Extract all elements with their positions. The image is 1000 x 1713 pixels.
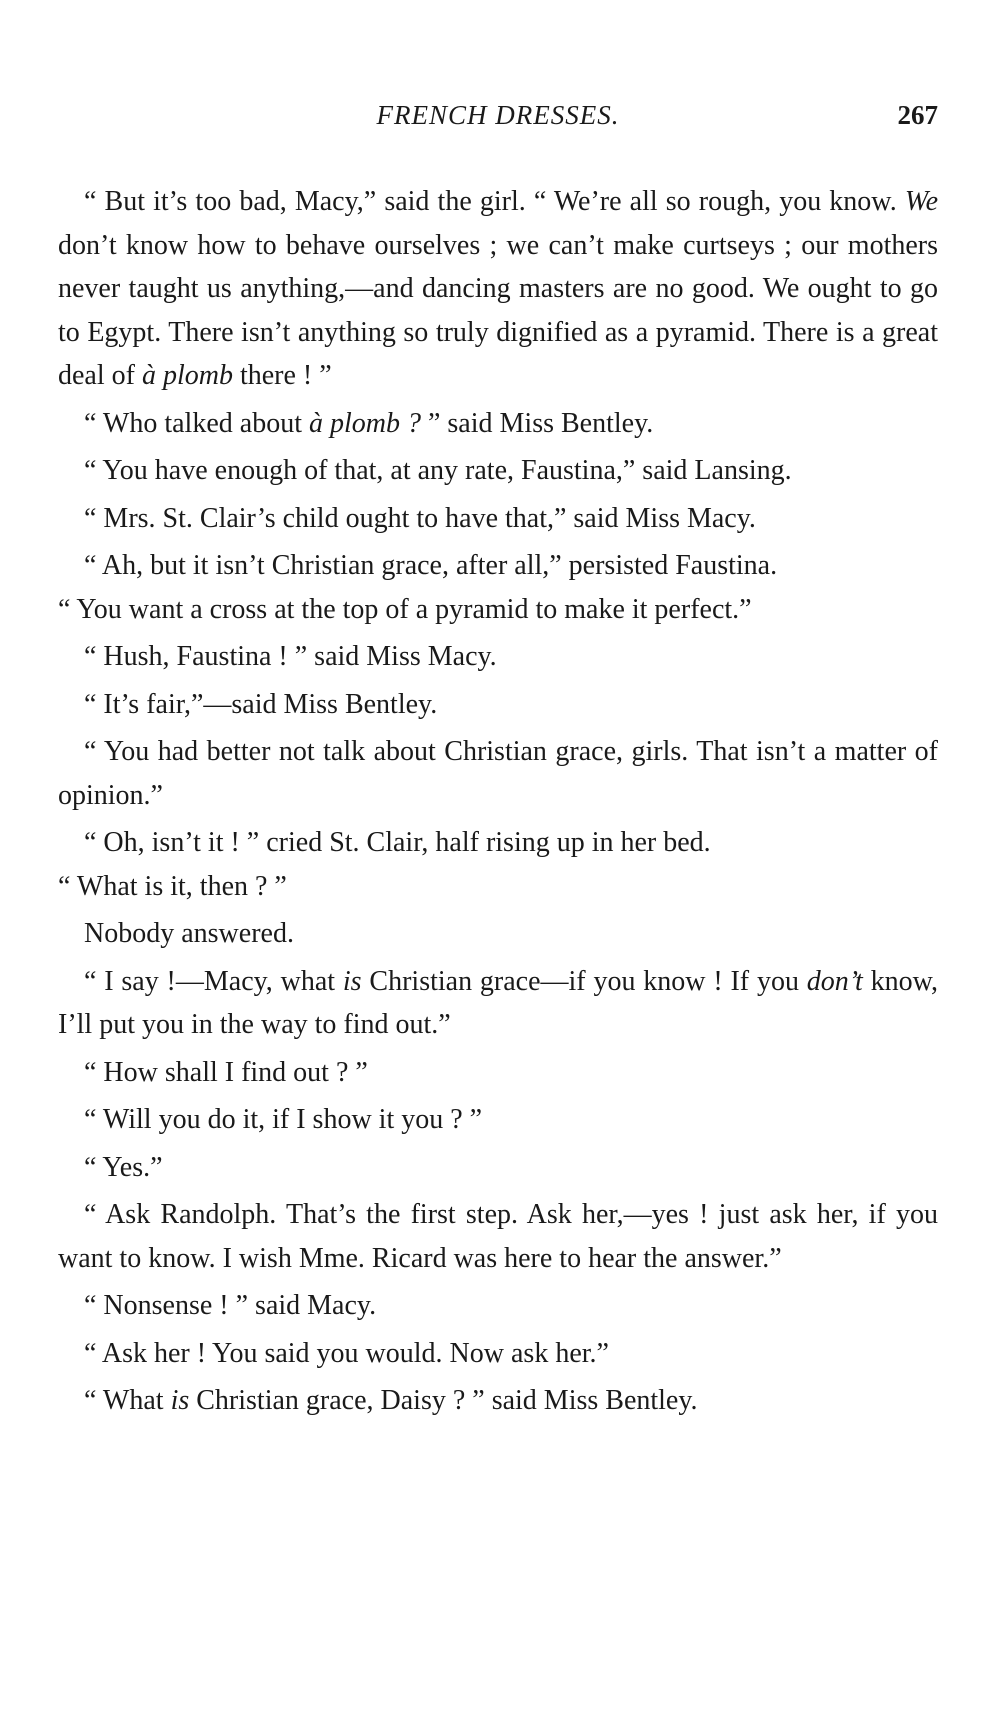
paragraph: “ Ah, but it isn’t Christian grace, after all,” persisted Faustina. <box>84 550 778 581</box>
emphasis: à plomb <box>141 360 233 391</box>
book-page <box>58 0 938 1713</box>
page-header <box>58 100 938 140</box>
paragraph <box>58 402 938 446</box>
text-run: “ But it’s too bad, Macy,” said the girl. “ We’re all so rough, you know. <box>84 186 905 217</box>
emphasis: is <box>342 965 362 997</box>
paragraph: “ What is it, then ? ” <box>58 870 287 902</box>
paragraph: “ Ask Randolph. That’s the first step. Ask her,—yes ! just ask her, if you want to know. I wish Mme. Ricard was here to hear the answer.” <box>58 1199 938 1274</box>
text-run: “ What <box>84 1385 171 1416</box>
text-run: ” said Miss Bentley. <box>420 407 654 439</box>
emphasis: don’t <box>806 965 863 997</box>
emphasis: is <box>170 1385 190 1416</box>
paragraph: “ You have enough of that, at any rate, Faustina,” said Lansing. <box>84 455 792 486</box>
running-title: FRENCH DRESSES. <box>376 100 620 130</box>
paragraph: “ It’s fair,”—said Miss Bentley. <box>84 688 438 720</box>
paragraph: “ Will you do it, if I show it you ? ” <box>84 1104 483 1135</box>
paragraph: “ You want a cross at the top of a pyramid to make it perfect.” <box>58 593 752 625</box>
paragraph: “ Nonsense ! ” said Macy. <box>84 1290 377 1321</box>
paragraph: “ Hush, Faustina ! ” said Miss Macy. <box>84 641 497 672</box>
body-text <box>58 180 938 1427</box>
text-run: don’t know how to behave ourselves ; we can’t make curtseys ; our mothers never taught us anything,—and dancing masters are no good. We ought to go to Egypt. There isn’t anything so truly dignified as a pyramid. There is a great deal of <box>58 229 938 391</box>
text-run: “ I say !—Macy, what <box>84 965 343 997</box>
text-run: know, I’ll put you in the way to find out.” <box>58 965 939 1040</box>
paragraph <box>58 960 938 1047</box>
emphasis: à plomb ? <box>308 407 421 439</box>
text-run: there ! ” <box>232 360 332 391</box>
paragraph: Nobody answered. <box>84 918 294 949</box>
emphasis: We <box>904 186 938 217</box>
text-run: “ Who talked about <box>84 407 309 439</box>
page-number: 267 <box>897 100 938 130</box>
paragraph: “ Ask her ! You said you would. Now ask her.” <box>84 1337 609 1369</box>
paragraph: “ Yes.” <box>84 1151 163 1183</box>
paragraph <box>58 180 938 398</box>
paragraph: “ Oh, isn’t it ! ” cried St. Clair, half rising up in her bed. <box>84 827 711 858</box>
text-run: Christian grace—if you know ! If you <box>361 965 807 997</box>
paragraph: “ Mrs. St. Clair’s child ought to have that,” said Miss Macy. <box>84 502 756 534</box>
paragraph: “ You had better not talk about Christian grace, girls. That isn’t a matter of opinion.” <box>58 736 938 811</box>
paragraph: “ How shall I find out ? ” <box>84 1056 368 1088</box>
text-run: Christian grace, Daisy ? ” said Miss Bentley. <box>189 1385 698 1416</box>
paragraph <box>58 1379 938 1423</box>
